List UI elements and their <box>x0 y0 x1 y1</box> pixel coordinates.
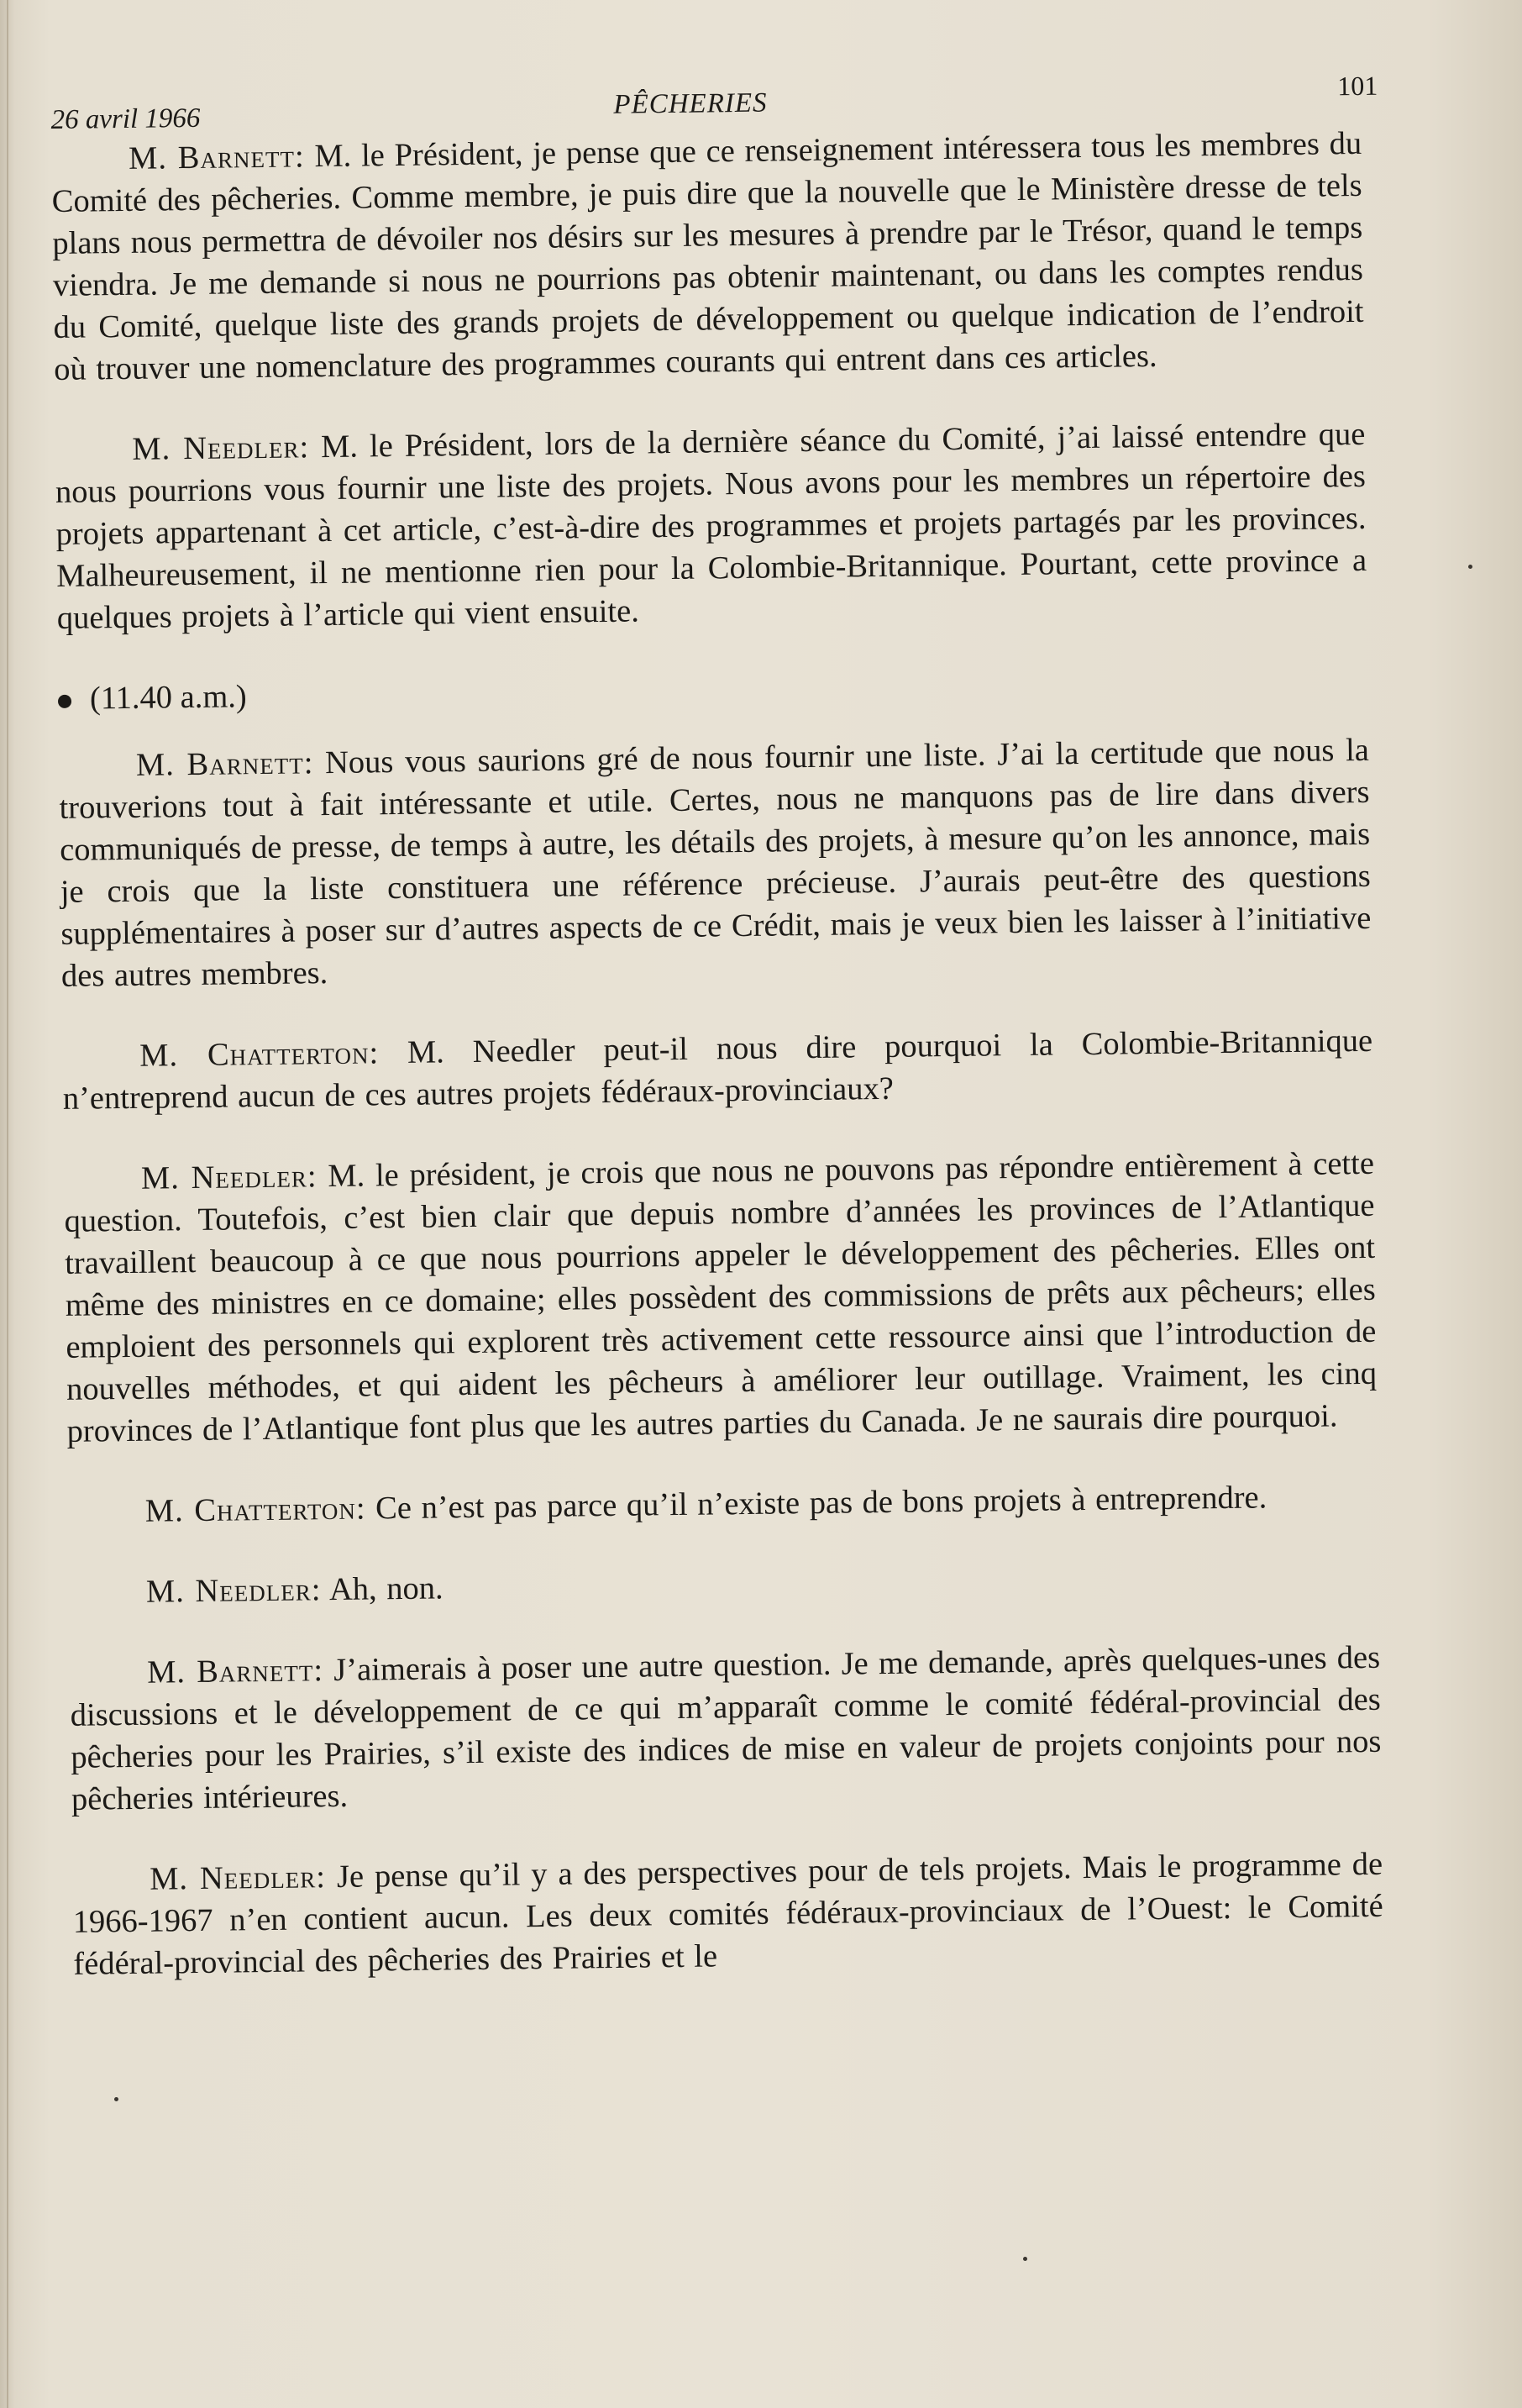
paragraph-needler-2 <box>64 1143 1378 1453</box>
time-marker-text: (11.40 a.m.) <box>89 679 247 717</box>
paragraph-needler-4 <box>72 1843 1384 1985</box>
paragraph-text: Je pense qu’il y a des perspectives pour de tels projets. Mais le programme de 1966-1967 n’en contient aucun. Les deux comités fédéraux-provinciaux de l’Ouest: le Comité fédéral-provincial des pêcheries des Prairies et le <box>72 1846 1383 1982</box>
paragraph-barnett-1 <box>51 123 1365 391</box>
paragraph-text: Ce n’est pas parce qu’il n’existe pas de bons projets à entreprendre. <box>375 1480 1267 1527</box>
ink-speck <box>1023 2257 1027 2261</box>
speaker-label: M. Barnett: <box>128 139 305 176</box>
binding-edge <box>7 0 8 2408</box>
paragraph-barnett-2 <box>59 729 1372 997</box>
speaker-label: M. Needler: <box>140 1159 318 1196</box>
speaker-label: M. Needler: <box>149 1859 327 1897</box>
page-content <box>50 64 1384 2024</box>
ink-speck <box>1468 565 1472 569</box>
header-date: 26 avril 1966 <box>50 103 201 135</box>
speaker-label: M. Needler: <box>132 429 310 467</box>
paragraph-barnett-3 <box>70 1637 1382 1821</box>
page-number: 101 <box>1336 70 1378 102</box>
ink-speck <box>114 2097 118 2101</box>
speaker-label: M. Chatterton: <box>144 1491 366 1529</box>
paragraph-text: M. le Président, lors de la dernière séance du Comité, j’ai laissé entendre que nous pourrions vous fournir une liste des projets. Nous avons pour les membres un répertoire des projets appartenant à cet article, c’est-à-dire des programmes et projets partagés par les provinces. Malheureusement, il ne mentionne rien pour la Colombie-Britannique. Pourtant, cette province a quelques projets à l’article qui vient ensuite. <box>55 416 1367 636</box>
paragraph-text: J’aimerais à poser une autre question. Je me demande, après quelques-unes des discussions et le développement de ce qui m’apparaît comme le comité fédéral-provincial des pêcheries pour les Prairies, s’il existe des indices de mise en valeur de projets conjoints pour nos pêcheries intérieures. <box>70 1639 1382 1817</box>
paragraph-text: Ah, non. <box>328 1570 443 1608</box>
paragraph-text: M. le président, je crois que nous ne pouvons pas répondre entièrement à cette question. Toutefois, c’est bien clair que depuis nombre d’années les provinces de l’Atlantique travaillent beaucoup à ce que nous pourrions appeler le développement des pêcheries. Elles ont même des ministres en ce domaine; elles possèdent des commissions de prêts aux pêcheurs; elles emploient des personnels qui explorent très activement cette ressource ainsi que l’introduction de nouvelles méthodes, et qui aident les pêcheurs à améliorer leur outillage. Vraiment, les cinq provinces de l’Atlantique font plus que les autres parties du Canada. Je ne saurais dire pourquoi. <box>64 1145 1378 1449</box>
bullet-icon <box>58 695 71 708</box>
paragraph-needler-1 <box>55 413 1367 639</box>
paragraph-text: Nous vous saurions gré de nous fournir une liste. J’ai la certitude que nous la trouverions tout à fait intéressante et utile. Certes, nous ne manquons pas de lire dans divers communiqués de presse, de temps à autre, les détails des projets, à mesure qu’on les annonce, mais je crois que la liste constituera une référence précieuse. J’aurais peut-être des questions supplémentaires à poser sur d’autres aspects de ce Crédit, mais je veux bien les laisser à l’initiative des autres membres. <box>59 732 1372 994</box>
paragraph-chatterton-1 <box>62 1020 1373 1120</box>
paragraph-chatterton-2 <box>68 1475 1378 1533</box>
speaker-label: M. Needler: <box>145 1572 322 1610</box>
speaker-label: M. Chatterton: <box>139 1035 380 1074</box>
speaker-label: M. Barnett: <box>146 1653 324 1690</box>
header-title: PÊCHERIES <box>613 87 768 120</box>
paragraph-needler-3 <box>69 1556 1379 1614</box>
paragraph-text: M. Needler peut-il nous dire pourquoi la Colombie-Britannique n’entreprend aucun de ces autres projets fédéraux-provinciaux? <box>62 1023 1373 1117</box>
speaker-label: M. Barnett: <box>135 745 314 783</box>
time-marker <box>58 662 1368 720</box>
paragraph-text: M. le Président, je pense que ce renseignement intéressera tous les membres du Comité des pêcheries. Comme membre, je puis dire que la nouvelle que le Ministère dresse de tels plans nous permettra de dévoiler nos désirs sur les mesures à prendre par le Trésor, quand le temps viendra. Je me demande si nous ne pourrions pas obtenir maintenant, ou dans les comptes rendus du Comité, quelque liste des grands projets de développement ou quelque indication de l’endroit où trouver une nomenclature des programmes courants qui entrent dans ces articles. <box>51 125 1364 387</box>
